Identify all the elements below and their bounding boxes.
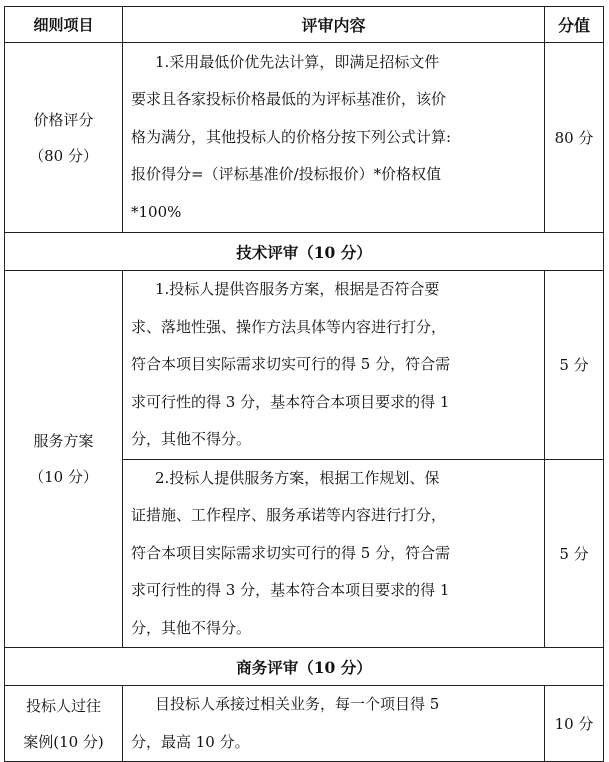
biz-section-row bbox=[5, 648, 604, 686]
content-line: 符合本项目实际需求切实可行的得 5 分，符合需 bbox=[131, 355, 451, 373]
price-item-name: 价格评分 bbox=[33, 110, 94, 129]
content-line: 目投标人承接过相关业务，每一个项目得 5 bbox=[155, 695, 440, 713]
content-line: 求可行性的得 3 分，基本符合本项目要求的得 1 bbox=[131, 392, 450, 411]
service-row-1 bbox=[5, 271, 604, 460]
cases-item-points: 案例(10 分) bbox=[23, 732, 104, 751]
cases-score: 10 分 bbox=[545, 686, 604, 762]
content-line: 求、落地性强、操作方法具体等内容进行打分， bbox=[131, 317, 447, 336]
price-row bbox=[5, 43, 604, 233]
service-content-1 bbox=[123, 271, 545, 460]
scoring-table bbox=[4, 6, 604, 762]
content-line: 分，其他不得分。 bbox=[131, 430, 252, 448]
content-line: 1.投标人提供咨服务方案，根据是否符合要 bbox=[155, 280, 440, 298]
service-score-1: 5 分 bbox=[545, 271, 604, 460]
content-line: *100% bbox=[131, 202, 182, 221]
price-item bbox=[5, 43, 123, 233]
price-score: 80 分 bbox=[545, 43, 604, 233]
header-item: 细则项目 bbox=[5, 7, 123, 43]
header-content: 评审内容 bbox=[123, 7, 545, 43]
content-line: 分，其他不得分。 bbox=[131, 618, 252, 637]
header-row bbox=[5, 7, 604, 43]
service-item-name: 服务方案 bbox=[33, 432, 94, 450]
content-line: 证措施、工作程序、服务承诺等内容进行打分， bbox=[131, 506, 447, 524]
tech-section-title: 技术评审（10 分） bbox=[5, 233, 604, 271]
cases-row bbox=[5, 686, 604, 762]
content-line: 1.采用最低价优先法计算，即满足招标文件 bbox=[155, 52, 440, 71]
biz-section-title: 商务评审（10 分） bbox=[5, 648, 604, 686]
header-score: 分值 bbox=[545, 7, 604, 43]
content-line: 求可行性的得 3 分，基本符合本项目要求的得 1 bbox=[131, 581, 450, 599]
price-content bbox=[123, 43, 545, 233]
service-item bbox=[5, 271, 123, 648]
cases-item bbox=[5, 686, 123, 762]
content-line: 分，最高 10 分。 bbox=[131, 732, 250, 751]
cases-item-name: 投标人过往 bbox=[25, 696, 101, 715]
content-line: 符合本项目实际需求切实可行的得 5 分，符合需 bbox=[131, 543, 451, 562]
content-line: 2.投标人提供服务方案，根据工作规划、保 bbox=[155, 468, 440, 487]
service-score-2: 5 分 bbox=[545, 459, 604, 648]
service-item-points: （10 分） bbox=[29, 468, 98, 486]
content-line: 报价得分=（评标基准价/投标报价）*价格权值 bbox=[131, 165, 442, 184]
content-line: 格为满分，其他投标人的价格分按下列公式计算: bbox=[131, 127, 452, 146]
price-item-points: （80 分） bbox=[29, 146, 98, 165]
cases-content bbox=[123, 686, 545, 762]
service-content-2 bbox=[123, 459, 545, 648]
tech-section-row bbox=[5, 233, 604, 271]
content-line: 要求且各家投标价格最低的为评标基准价，该价 bbox=[131, 90, 447, 109]
